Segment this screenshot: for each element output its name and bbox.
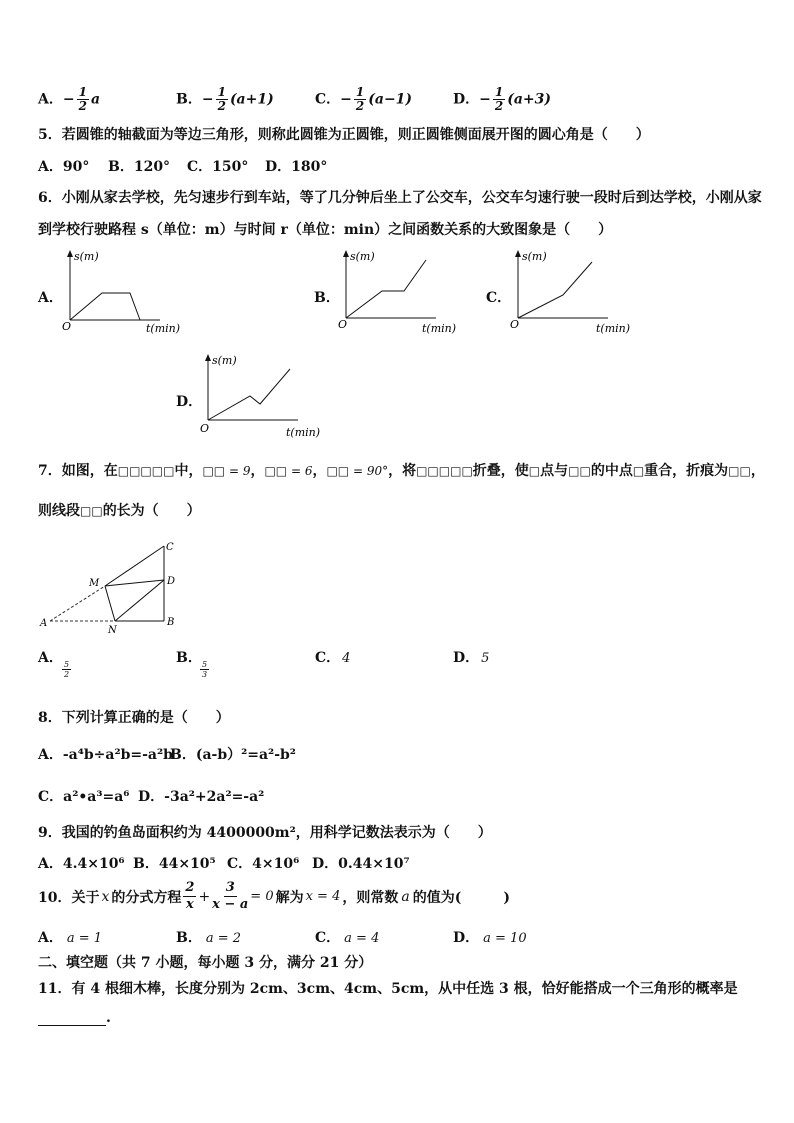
q8-option-d: D．-3a²+2a²=-a² xyxy=(138,789,265,805)
q7-option-a: A． xyxy=(38,650,63,666)
q10-option-b: B． a = 2 xyxy=(176,930,242,946)
q6-graph-b-letter: B． xyxy=(314,290,340,306)
q6-graph-b-origin: O xyxy=(338,318,348,331)
q4-option-c: C．− $\frac{1}{2}$ (a−1) xyxy=(315,85,413,113)
q10-option-a: A． a = 1 xyxy=(38,930,103,946)
q6-graph-a-origin: O xyxy=(62,320,72,333)
q6-graph-d-letter: D． xyxy=(176,394,203,410)
q11-answer-line: . xyxy=(38,1010,111,1026)
q8-option-c: C．a²•a³=a⁶ xyxy=(38,789,130,805)
q11-blank xyxy=(38,1011,106,1026)
q7-label-n: N xyxy=(108,625,117,636)
q7-label-m: M xyxy=(89,578,100,589)
q6-graph-d xyxy=(198,352,328,444)
q7-option-d: D． 5 xyxy=(453,650,490,666)
q10-stem: 10．关于 x 的分式方程 $\frac{2}{x}$ + $\frac{3}{x - a}$ = 0 解为 x = 4 ，则常数 a 的值为( ) xyxy=(38,880,510,912)
q6-graph-b-ylabel: s(m) xyxy=(350,250,375,263)
q7-label-c: C xyxy=(166,542,174,553)
q11-stem: 11．有 4 根细木棒，长度分别为 2cm、3cm、4cm、5cm，从中任选 3 根，恰好能搭成一个三角形的概率是 xyxy=(38,981,738,997)
q4-option-b: B．− $\frac{1}{2}$ (a+1) xyxy=(176,85,274,113)
q5-option-c: C．150° xyxy=(187,159,249,175)
q6-graph-b-xlabel: t(min) xyxy=(422,322,457,335)
q6-graph-d-ylabel: s(m) xyxy=(212,354,237,367)
q9-option-b: B．44×10⁵ xyxy=(133,856,216,872)
q4-option-d: D．− $\frac{1}{2}$ (a+3) xyxy=(453,85,552,113)
q8-option-b: B．(a-b）²=a²-b² xyxy=(170,747,296,763)
q5-option-b: B．120° xyxy=(108,159,171,175)
q6-stem-line1: 6．小刚从家去学校，先匀速步行到车站，等了几分钟后坐上了公交车，公交车匀速行驶一段时后到达学校，小刚从家 xyxy=(38,190,762,206)
q9-stem: 9．我国的钓鱼岛面积约为 4400000m²，用科学记数法表示为（ ） xyxy=(38,825,492,841)
q7-option-c: C． 4 xyxy=(315,650,351,666)
q5-option-a: A．90° xyxy=(38,159,90,175)
q6-graph-d-origin: O xyxy=(200,422,210,435)
section2-title: 二、填空题（共 7 小题，每小题 3 分，满分 21 分） xyxy=(38,955,373,971)
q7-figure xyxy=(36,536,186,636)
q9-option-c: C．4×10⁶ xyxy=(227,856,300,872)
q5-option-d: D．180° xyxy=(265,159,328,175)
q6-stem-line2: 到学校行驶路程 s（单位：m）与时间 r（单位：min）之间函数关系的大致图象是（ ） xyxy=(38,222,613,238)
q10-option-c: C． a = 4 xyxy=(315,930,380,946)
q6-graph-c-ylabel: s(m) xyxy=(522,250,547,263)
q7-label-b: B xyxy=(167,617,175,628)
q7-stem-line1: 7．如图，在□□□□□中，□□ = 9，□□ = 6，□□ = 90°，将□□□□□折叠，使□点与□□的中点□重合，折痕为□□， xyxy=(38,463,765,479)
q8-stem: 8．下列计算正确的是（ ） xyxy=(38,710,230,726)
q9-option-a: A．4.4×10⁶ xyxy=(38,856,125,872)
q5-stem: 5．若圆锥的轴截面为等边三角形，则称此圆锥为正圆锥，则正圆锥侧面展开图的圆心角是（ ） xyxy=(38,127,650,143)
q7-label-d: D xyxy=(167,576,176,587)
q6-graph-a xyxy=(60,248,190,340)
q4-option-a: A．− $\frac{1}{2}$ a xyxy=(38,85,101,113)
q7-option-b-value: $\frac{5}{3}$ xyxy=(202,660,208,679)
q6-graph-a-ylabel: s(m) xyxy=(74,250,99,263)
q7-option-b: B． xyxy=(176,650,202,666)
q6-graph-c-origin: O xyxy=(510,318,520,331)
q9-option-d: D．0.44×10⁷ xyxy=(312,856,410,872)
q6-graph-c-letter: C． xyxy=(486,290,512,306)
q6-graph-a-letter: A． xyxy=(38,290,63,306)
q7-stem-line2: 则线段□□的长为（ ） xyxy=(38,503,201,519)
q6-graph-c-xlabel: t(min) xyxy=(596,322,631,335)
q10-option-d: D． a = 10 xyxy=(453,930,527,946)
q6-graph-a-xlabel: t(min) xyxy=(146,322,181,335)
q6-graph-d-xlabel: t(min) xyxy=(286,426,321,439)
q6-graph-b xyxy=(336,248,466,340)
q7-option-a-value: $\frac{5}{2}$ xyxy=(64,660,70,679)
q8-option-a: A．-a⁴b÷a²b=-a²b xyxy=(38,747,173,763)
q7-label-a: A xyxy=(40,618,48,629)
q6-graph-c xyxy=(508,248,638,340)
